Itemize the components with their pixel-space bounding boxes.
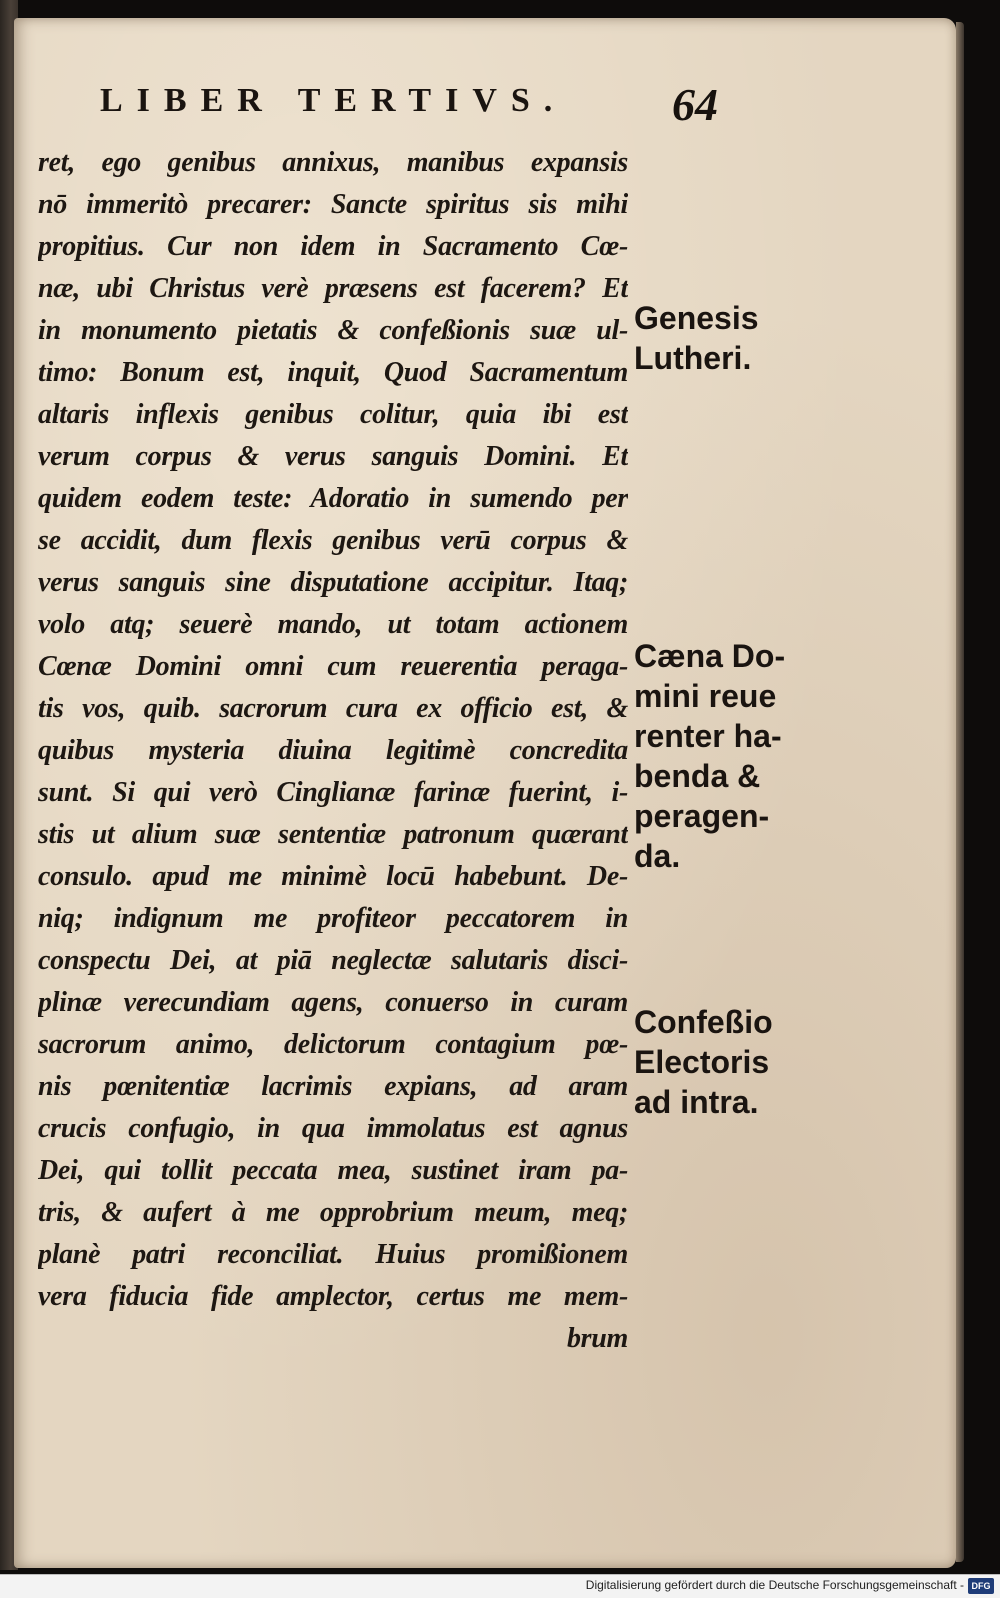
marginal-note-caena (634, 636, 844, 876)
text-line: timo: Bonum est, inquit, Quod Sacramentum (38, 357, 628, 388)
funding-credit: Digitalisierung gefördert durch die Deutsche Forschungsgemeinschaft - (585, 1578, 964, 1592)
marginal-note-line: peragen- (634, 798, 770, 834)
text-line: næ, ubi Christus verè præsens est facerem? Et (38, 273, 628, 304)
text-line: nis pœnitentiæ lacrimis expians, ad aram (38, 1071, 628, 1102)
text-line: verus sanguis sine disputatione accipitur. Itaq; (38, 567, 628, 598)
text-line: volo atq; seuerè mando, ut totam actionem (38, 609, 628, 640)
page-edge (956, 22, 964, 1562)
text-line: propitius. Cur non idem in Sacramento Cœ- (38, 231, 628, 262)
text-line: niq; indignum me profiteor peccatorem in (38, 903, 628, 934)
marginal-note-line: Genesis (634, 300, 759, 336)
text-line: nō immeritò precarer: Sancte spiritus sis mihi (38, 189, 628, 220)
dfg-logo: DFG (968, 1578, 994, 1594)
text-line: sacrorum animo, delictorum contagium pœ- (38, 1029, 628, 1060)
marginal-note-line: Confeßio (634, 1004, 773, 1040)
marginal-note-line: mini reue (634, 678, 777, 714)
text-line: se accidit, dum flexis genibus verū corpus & (38, 525, 628, 556)
marginal-note-line: da. (634, 838, 681, 874)
text-line: planè patri reconciliat. Huius promißionem (38, 1239, 628, 1270)
text-line: quidem eodem teste: Adoratio in sumendo per (38, 483, 628, 514)
catchword: brum (566, 1323, 628, 1354)
running-head: LIBER TERTIVS. (100, 82, 567, 119)
text-line: crucis confugio, in qua immolatus est agnus (38, 1113, 628, 1144)
text-line: quibus mysteria diuina legitimè concredita (38, 735, 628, 766)
marginal-note-confessio (634, 1002, 844, 1122)
marginal-note-line: renter ha- (634, 718, 782, 754)
marginal-note-line: Cæna Do- (634, 638, 786, 674)
marginal-note-line: ad intra. (634, 1084, 759, 1120)
text-line: ret, ego genibus annixus, manibus expansis (38, 147, 628, 178)
marginal-note-genesis (634, 298, 844, 378)
text-line: tris, & aufert à me opprobrium meum, meq; (38, 1197, 628, 1228)
text-line: conspectu Dei, at piā neglectæ salutaris disci- (38, 945, 628, 976)
marginal-note-line: benda & (634, 758, 761, 794)
marginal-note-line: Lutheri. (634, 340, 752, 376)
text-line: plinæ verecundiam agens, conuerso in curam (38, 987, 628, 1018)
text-line: Dei, qui tollit peccata mea, sustinet iram pa- (38, 1155, 628, 1186)
folio-number: 64 (672, 79, 718, 130)
text-line: consulo. apud me minimè locū habebunt. De- (38, 861, 628, 892)
text-line: altaris inflexis genibus colitur, quia ibi est (38, 399, 628, 430)
text-line: vera fiducia fide amplector, certus me mem- (38, 1281, 628, 1312)
digitization-footer (0, 1574, 1000, 1598)
marginal-note-line: Electoris (634, 1044, 770, 1080)
text-line: verum corpus & verus sanguis Domini. Et (38, 441, 628, 472)
text-line: sunt. Si qui verò Cinglianæ farinæ fuerint, i- (38, 777, 628, 808)
text-line: stis ut alium suæ sententiæ patronum quærant (38, 819, 628, 850)
text-line: Cœnæ Domini omni cum reuerentia peraga- (38, 651, 628, 682)
text-line: tis vos, quib. sacrorum cura ex officio est, & (38, 693, 628, 724)
text-line: in monumento pietatis & confeßionis suæ ul- (38, 315, 628, 346)
body-text (38, 142, 628, 1354)
